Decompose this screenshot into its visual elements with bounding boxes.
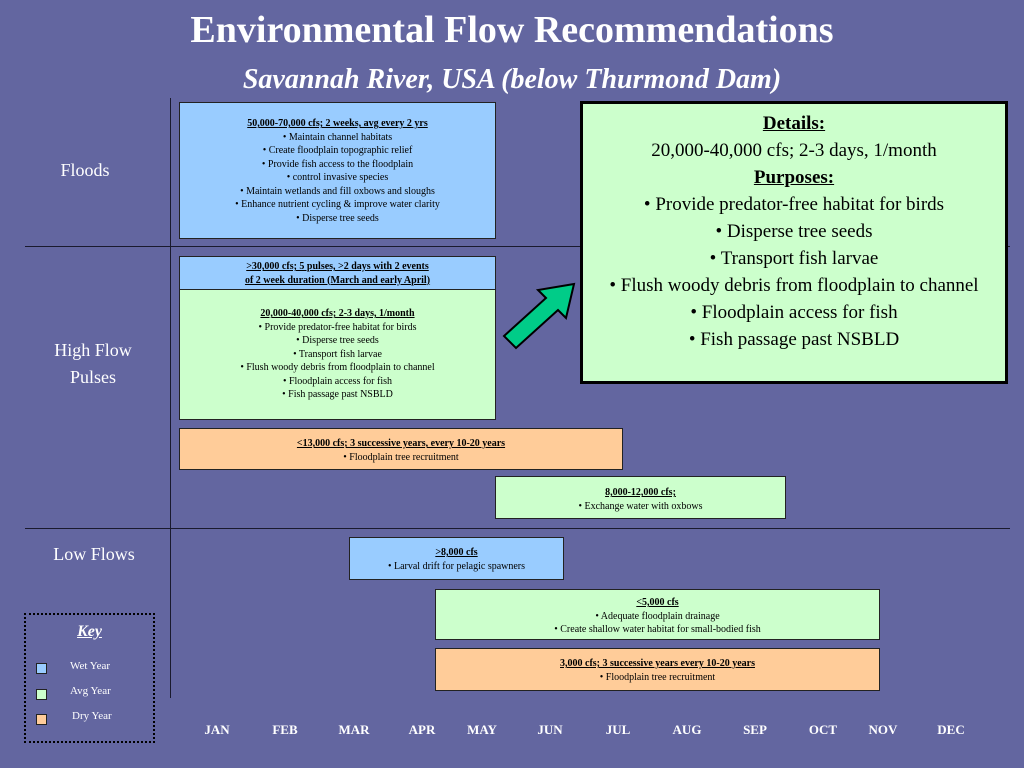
purpose-item: • Provide predator-free habitat for birds (643, 194, 945, 215)
callout-arrow-icon (498, 282, 580, 352)
details-callout (580, 101, 1008, 384)
row-label-high-flow-line1: High Flow (54, 340, 132, 360)
pulse-dry-item: • Floodplain tree recruitment (343, 451, 459, 463)
low-wet-box (349, 537, 564, 580)
floods-box-head: 50,000-70,000 cfs; 2 weeks, avg every 2 yrs (247, 118, 428, 129)
month-label: JUN (537, 722, 563, 737)
pulse-dry-box (179, 428, 623, 470)
pulse-avg-item: • Disperse tree seeds (296, 335, 379, 346)
pulse-avg-head: 20,000-40,000 cfs; 2-3 days, 1/month (260, 308, 415, 319)
purpose-item: • Flush woody debris from floodplain to channel (609, 275, 979, 296)
oxbow-box (495, 476, 786, 519)
key-avg-label: Avg Year (70, 685, 111, 697)
low-avg-item: • Create shallow water habitat for small-bodied fish (554, 624, 761, 635)
row-divider-highflow (25, 528, 1010, 529)
low-dry-item: • Floodplain tree recruitment (599, 671, 716, 683)
purpose-item: • Disperse tree seeds (715, 221, 873, 242)
legend-key (24, 613, 155, 743)
purpose-item: • Transport fish larvae (709, 248, 879, 269)
pulse-avg-item: • Provide predator-free habitat for birds (258, 321, 417, 333)
row-label-high-flow (23, 337, 163, 391)
pulse-wet-head-line2: of 2 week duration (March and early April) (244, 274, 431, 286)
page-subtitle: Savannah River, USA (below Thurmond Dam) (242, 64, 782, 95)
low-avg-box (435, 589, 880, 640)
pulse-avg-item: • Flush woody debris from floodplain to channel (240, 362, 435, 373)
details-text: 20,000-40,000 cfs; 2-3 days, 1/month (651, 140, 937, 161)
avg-year-swatch-icon (36, 689, 47, 700)
month-label: JUL (605, 722, 631, 737)
purpose-item: • Floodplain access for fish (690, 302, 898, 323)
month-label: APR (408, 722, 436, 737)
low-wet-item: • Larval drift for pelagic spawners (387, 560, 526, 572)
floods-box-item: • Provide fish access to the floodplain (261, 158, 414, 170)
month-label: OCT (808, 722, 838, 737)
pulse-wet-box (179, 256, 496, 290)
wet-year-swatch-icon (36, 663, 47, 674)
key-dry-label: Dry Year (72, 710, 112, 722)
month-label: MAR (338, 722, 370, 737)
pulse-dry-head: <13,000 cfs; 3 successive years, every 10-20 years (296, 438, 506, 449)
floods-box (179, 102, 496, 239)
key-title: Key (77, 623, 102, 640)
oxbow-head: 8,000-12,000 cfs; (605, 487, 676, 498)
month-label: AUG (672, 722, 702, 737)
low-avg-head: <5,000 cfs (636, 597, 679, 608)
floods-box-item: • Disperse tree seeds (296, 212, 379, 224)
dry-year-swatch-icon (36, 714, 47, 725)
month-label: NOV (868, 722, 898, 737)
month-label: SEP (743, 722, 767, 737)
axis-vertical-line (170, 98, 171, 698)
page-title: Environmental Flow Recommendations (190, 9, 834, 51)
low-dry-box (435, 648, 880, 691)
month-label: DEC (937, 722, 965, 737)
pulse-avg-box (179, 289, 496, 420)
row-label-low-flows: Low Flows (53, 544, 135, 564)
pulse-avg-item: • Transport fish larvae (293, 348, 382, 360)
floods-box-item: • Enhance nutrient cycling & improve water clarity (235, 199, 440, 210)
floods-box-item: • Create floodplain topographic relief (262, 145, 413, 156)
oxbow-item: • Exchange water with oxbows (578, 500, 703, 512)
purposes-label: Purposes: (753, 167, 835, 188)
floods-box-item: • Maintain channel habitats (282, 131, 393, 143)
month-label: JAN (204, 722, 230, 737)
month-label: FEB (272, 722, 298, 737)
low-avg-item: • Adequate floodplain drainage (595, 610, 720, 622)
key-wet-label: Wet Year (70, 660, 111, 672)
month-label: MAY (467, 722, 497, 737)
row-label-high-flow-line2: Pulses (69, 367, 116, 387)
floods-box-item: • control invasive species (286, 172, 389, 183)
floods-box-item: • Maintain wetlands and fill oxbows and sloughs (240, 185, 435, 197)
row-label-floods: Floods (60, 160, 110, 180)
pulse-avg-item: • Fish passage past NSBLD (282, 389, 393, 400)
pulse-avg-item: • Floodplain access for fish (282, 375, 393, 387)
low-wet-head: >8,000 cfs (435, 547, 478, 558)
low-dry-head: 3,000 cfs; 3 successive years every 10-20 years (560, 658, 755, 669)
pulse-wet-head-line1: >30,000 cfs; 5 pulses, >2 days with 2 events (246, 261, 429, 272)
purpose-item: • Fish passage past NSBLD (688, 329, 900, 350)
details-label: Details: (762, 113, 826, 134)
